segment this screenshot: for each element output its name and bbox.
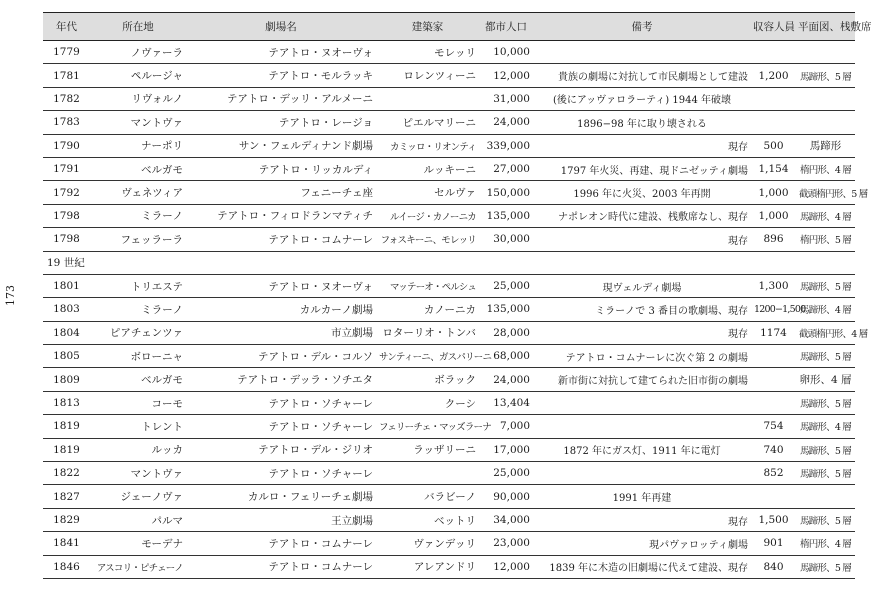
notes-cell: 現存: [533, 134, 751, 157]
capacity-cell: 901: [751, 532, 796, 555]
capacity-cell: [751, 345, 796, 368]
plan-cell: 馬蹄形、4 層: [796, 298, 855, 321]
capacity-cell: 1,200: [751, 64, 796, 87]
architect-cell: ロレンツィーニ: [376, 64, 479, 87]
table-row: [43, 321, 855, 344]
population-cell: 12,000: [479, 64, 533, 87]
table-body-19c: [43, 274, 868, 578]
notes-cell: テアトロ・コムナーレに次ぐ第 2 の劇場: [533, 345, 751, 368]
header-notes: 備考: [533, 13, 751, 41]
notes-cell: [533, 391, 751, 414]
table-row: [43, 438, 855, 461]
theater-cell: カルカーノ劇場: [186, 298, 376, 321]
capacity-cell: 740: [751, 438, 796, 461]
population-cell: 12,000: [479, 555, 533, 578]
table-row: [43, 41, 855, 64]
year-cell: 1792: [43, 181, 90, 204]
page-number: 173: [4, 285, 17, 306]
plan-cell: 馬蹄形: [796, 134, 855, 157]
population-cell: 24,000: [479, 368, 533, 391]
plan-cell: 馬蹄形、5 層: [796, 345, 855, 368]
plan-cell: 馬蹄形、5 層: [796, 462, 855, 485]
year-cell: 1827: [43, 485, 90, 508]
architect-cell: フェリーチェ・マッズラーナ: [376, 415, 479, 438]
capacity-cell: 1174: [751, 321, 796, 344]
table-row: [43, 415, 855, 438]
theater-cell: テアトロ・コムナーレ: [186, 532, 376, 555]
population-cell: 339,000: [479, 134, 533, 157]
year-cell: 1791: [43, 157, 90, 180]
theater-cell: テアトロ・コムナーレ: [186, 228, 376, 251]
theater-cell: テアトロ・コムナーレ: [186, 555, 376, 578]
architect-cell: マッテーオ・ペルシュ: [376, 274, 479, 297]
population-cell: 25,000: [479, 462, 533, 485]
table-row: [43, 111, 855, 134]
notes-cell: [533, 462, 751, 485]
plan-cell: 楕円形、4 層: [796, 157, 855, 180]
year-cell: 1782: [43, 87, 90, 110]
notes-cell: 現存: [533, 321, 751, 344]
population-cell: 68,000: [479, 345, 533, 368]
notes-cell: 現存: [533, 228, 751, 251]
notes-cell: 1872 年にガス灯、1911 年に電灯: [533, 438, 751, 461]
capacity-cell: [751, 87, 796, 110]
table-row: [43, 87, 855, 110]
plan-cell: 馬蹄形、4 層: [796, 204, 855, 227]
architect-cell: ヴァンデッリ: [376, 532, 479, 555]
year-cell: 1809: [43, 368, 90, 391]
notes-cell: (後にアッヴァロラーティ) 1944 年破壊: [533, 87, 751, 110]
population-cell: 13,404: [479, 391, 533, 414]
theater-cell: テアトロ・フィロドランマティチ: [186, 204, 376, 227]
year-cell: 1819: [43, 438, 90, 461]
theater-cell: テアトロ・デッリ・アルメーニ: [186, 87, 376, 110]
architect-cell: ルッキーニ: [376, 157, 479, 180]
header-architect: 建築家: [376, 13, 479, 41]
capacity-cell: 1,500: [751, 508, 796, 531]
capacity-cell: [751, 368, 796, 391]
theater-cell: テアトロ・ソチャーレ: [186, 415, 376, 438]
notes-cell: 1991 年再建: [533, 485, 751, 508]
architect-cell: ラッザリーニ: [376, 438, 479, 461]
capacity-cell: 1,000: [751, 204, 796, 227]
plan-cell: [796, 41, 855, 64]
year-cell: 1801: [43, 274, 90, 297]
year-cell: 1819: [43, 415, 90, 438]
theater-cell: テアトロ・ソチャーレ: [186, 391, 376, 414]
city-cell: ピアチェンツァ: [90, 321, 186, 344]
notes-cell: 新市街に対抗して建てられた旧市街の劇場: [533, 368, 751, 391]
notes-cell: [533, 415, 751, 438]
year-cell: 1804: [43, 321, 90, 344]
plan-cell: [796, 485, 855, 508]
population-cell: 135,000: [479, 204, 533, 227]
city-cell: トリエステ: [90, 274, 186, 297]
notes-cell: 現ヴェルディ劇場: [533, 274, 751, 297]
capacity-cell: 1200−1,500: [751, 298, 796, 321]
year-cell: 1846: [43, 555, 90, 578]
architect-cell: セルヴァ: [376, 181, 479, 204]
table-row: [43, 555, 855, 578]
city-cell: アスコリ・ピチェーノ: [90, 555, 186, 578]
city-cell: トレント: [90, 415, 186, 438]
theater-cell: 市立劇場: [186, 321, 376, 344]
population-cell: 28,000: [479, 321, 533, 344]
table-body-18c: [43, 41, 868, 252]
year-cell: 1783: [43, 111, 90, 134]
theater-cell: カルロ・フェリーチェ劇場: [186, 485, 376, 508]
city-cell: リヴォルノ: [90, 87, 186, 110]
theater-cell: 王立劇場: [186, 508, 376, 531]
plan-cell: 馬蹄形、5 層: [796, 555, 855, 578]
plan-cell: 馬蹄形、5 層: [796, 64, 855, 87]
year-cell: 1841: [43, 532, 90, 555]
architect-cell: ロターリオ・トンバ: [376, 321, 479, 344]
city-cell: ボローニャ: [90, 345, 186, 368]
notes-cell: 貴族の劇場に対抗して市民劇場として建設: [533, 64, 751, 87]
city-cell: マントヴァ: [90, 111, 186, 134]
notes-cell: 1996 年に火災、2003 年再開: [533, 181, 751, 204]
notes-cell: 1839 年に木造の旧劇場に代えて建設、現存: [533, 555, 751, 578]
plan-cell: 楕円形、4 層: [796, 532, 855, 555]
capacity-cell: 840: [751, 555, 796, 578]
header-city: 所在地: [90, 13, 186, 41]
capacity-cell: [751, 111, 796, 134]
year-cell: 1790: [43, 134, 90, 157]
theater-cell: テアトロ・ヌオーヴォ: [186, 274, 376, 297]
city-cell: ルッカ: [90, 438, 186, 461]
header-plan: 平面図、桟敷席: [796, 13, 855, 41]
table-row: [43, 508, 855, 531]
table-row: [43, 204, 855, 227]
population-cell: 27,000: [479, 157, 533, 180]
city-cell: ノヴァーラ: [90, 41, 186, 64]
table-row: [43, 532, 855, 555]
plan-cell: 截頭楕円形、5 層: [796, 181, 855, 204]
city-cell: ジェーノヴァ: [90, 485, 186, 508]
capacity-cell: [751, 485, 796, 508]
theater-cell: テアトロ・デル・ジリオ: [186, 438, 376, 461]
theater-cell: フェニーチェ座: [186, 181, 376, 204]
city-cell: ヴェネツィア: [90, 181, 186, 204]
table-row: [43, 134, 855, 157]
theater-cell: テアトロ・ヌオーヴォ: [186, 41, 376, 64]
header-year: 年代: [43, 13, 90, 41]
theater-cell: テアトロ・デッラ・ソチエタ: [186, 368, 376, 391]
population-cell: 30,000: [479, 228, 533, 251]
theater-cell: テアトロ・ソチャーレ: [186, 462, 376, 485]
plan-cell: 截頭楕円形、4 層: [796, 321, 855, 344]
year-cell: 1822: [43, 462, 90, 485]
year-cell: 1805: [43, 345, 90, 368]
table-row: [43, 345, 855, 368]
year-cell: 1781: [43, 64, 90, 87]
population-cell: 90,000: [479, 485, 533, 508]
city-cell: ベルガモ: [90, 368, 186, 391]
year-cell: 1813: [43, 391, 90, 414]
population-cell: 7,000: [479, 415, 533, 438]
year-cell: 1798: [43, 204, 90, 227]
city-cell: フェッラーラ: [90, 228, 186, 251]
notes-cell: [533, 41, 751, 64]
city-cell: ミラーノ: [90, 298, 186, 321]
year-cell: 1803: [43, 298, 90, 321]
capacity-cell: 500: [751, 134, 796, 157]
population-cell: 31,000: [479, 87, 533, 110]
table-row: [43, 228, 855, 251]
architect-cell: カノーニカ: [376, 298, 479, 321]
capacity-cell: [751, 391, 796, 414]
population-cell: 24,000: [479, 111, 533, 134]
notes-cell: 現パヴァロッティ劇場: [533, 532, 751, 555]
table-row: [43, 298, 855, 321]
year-cell: 1829: [43, 508, 90, 531]
architect-cell: フォスキーニ、モレッリ: [376, 228, 479, 251]
header-population: 都市人口: [479, 13, 533, 41]
plan-cell: 馬蹄形、5 層: [796, 391, 855, 414]
architect-cell: ベットリ: [376, 508, 479, 531]
theater-cell: テアトロ・レージョ: [186, 111, 376, 134]
capacity-cell: 754: [751, 415, 796, 438]
theater-cell: テアトロ・モルラッキ: [186, 64, 376, 87]
year-cell: 1798: [43, 228, 90, 251]
table-row: [43, 274, 855, 297]
theater-table: [43, 12, 872, 579]
architect-cell: アレアンドリ: [376, 555, 479, 578]
population-cell: 34,000: [479, 508, 533, 531]
capacity-cell: 852: [751, 462, 796, 485]
table-row: [43, 485, 855, 508]
architect-cell: ルイージ・カノーニカ: [376, 204, 479, 227]
city-cell: マントヴァ: [90, 462, 186, 485]
capacity-cell: 1,154: [751, 157, 796, 180]
plan-cell: 卵形、4 層: [796, 368, 855, 391]
population-cell: 17,000: [479, 438, 533, 461]
table-row: [43, 64, 855, 87]
population-cell: 135,000: [479, 298, 533, 321]
plan-cell: 馬蹄形、5 層: [796, 438, 855, 461]
plan-cell: 馬蹄形、5 層: [796, 274, 855, 297]
header-row: [43, 13, 855, 41]
city-cell: ナーポリ: [90, 134, 186, 157]
capacity-cell: 896: [751, 228, 796, 251]
population-cell: 25,000: [479, 274, 533, 297]
city-cell: ベルガモ: [90, 157, 186, 180]
architect-cell: カミッロ・リオンティ: [376, 134, 479, 157]
table-row: [43, 391, 855, 414]
header-capacity: 収容人員: [751, 13, 796, 41]
architect-cell: サンティーニ、ガスパリーニ: [376, 345, 479, 368]
year-cell: 1779: [43, 41, 90, 64]
city-cell: ミラーノ: [90, 204, 186, 227]
notes-cell: ミラーノで 3 番目の歌劇場、現存: [533, 298, 751, 321]
architect-cell: ボラック: [376, 368, 479, 391]
city-cell: コーモ: [90, 391, 186, 414]
capacity-cell: [751, 41, 796, 64]
plan-cell: 馬蹄形、5 層: [796, 508, 855, 531]
architect-cell: バラビーノ: [376, 485, 479, 508]
city-cell: モーデナ: [90, 532, 186, 555]
capacity-cell: 1,300: [751, 274, 796, 297]
architect-cell: ピエルマリーニ: [376, 111, 479, 134]
plan-cell: 楕円形、5 層: [796, 228, 855, 251]
architect-cell: [376, 87, 479, 110]
architect-cell: クーシ: [376, 391, 479, 414]
section-label-19c: 19 世紀: [43, 251, 855, 274]
section-row: [43, 251, 855, 274]
theater-cell: サン・フェルディナンド劇場: [186, 134, 376, 157]
city-cell: ペルージャ: [90, 64, 186, 87]
table-row: [43, 157, 855, 180]
theater-cell: テアトロ・リッカルディ: [186, 157, 376, 180]
plan-cell: [796, 87, 855, 110]
theater-cell: テアトロ・デル・コルソ: [186, 345, 376, 368]
notes-cell: 1797 年火災、再建、現ドニゼッティ劇場: [533, 157, 751, 180]
architect-cell: モレッリ: [376, 41, 479, 64]
plan-cell: [796, 111, 855, 134]
plan-cell: 馬蹄形、4 層: [796, 415, 855, 438]
architect-cell: [376, 462, 479, 485]
table-row: [43, 181, 855, 204]
population-cell: 23,000: [479, 532, 533, 555]
population-cell: 10,000: [479, 41, 533, 64]
notes-cell: 現存: [533, 508, 751, 531]
notes-cell: 1896−98 年に取り壊される: [533, 111, 751, 134]
city-cell: パルマ: [90, 508, 186, 531]
population-cell: 150,000: [479, 181, 533, 204]
table-row: [43, 462, 855, 485]
table-row: [43, 368, 855, 391]
capacity-cell: 1,000: [751, 181, 796, 204]
notes-cell: ナポレオン時代に建設、桟敷席なし、現存: [533, 204, 751, 227]
header-theater: 劇場名: [186, 13, 376, 41]
